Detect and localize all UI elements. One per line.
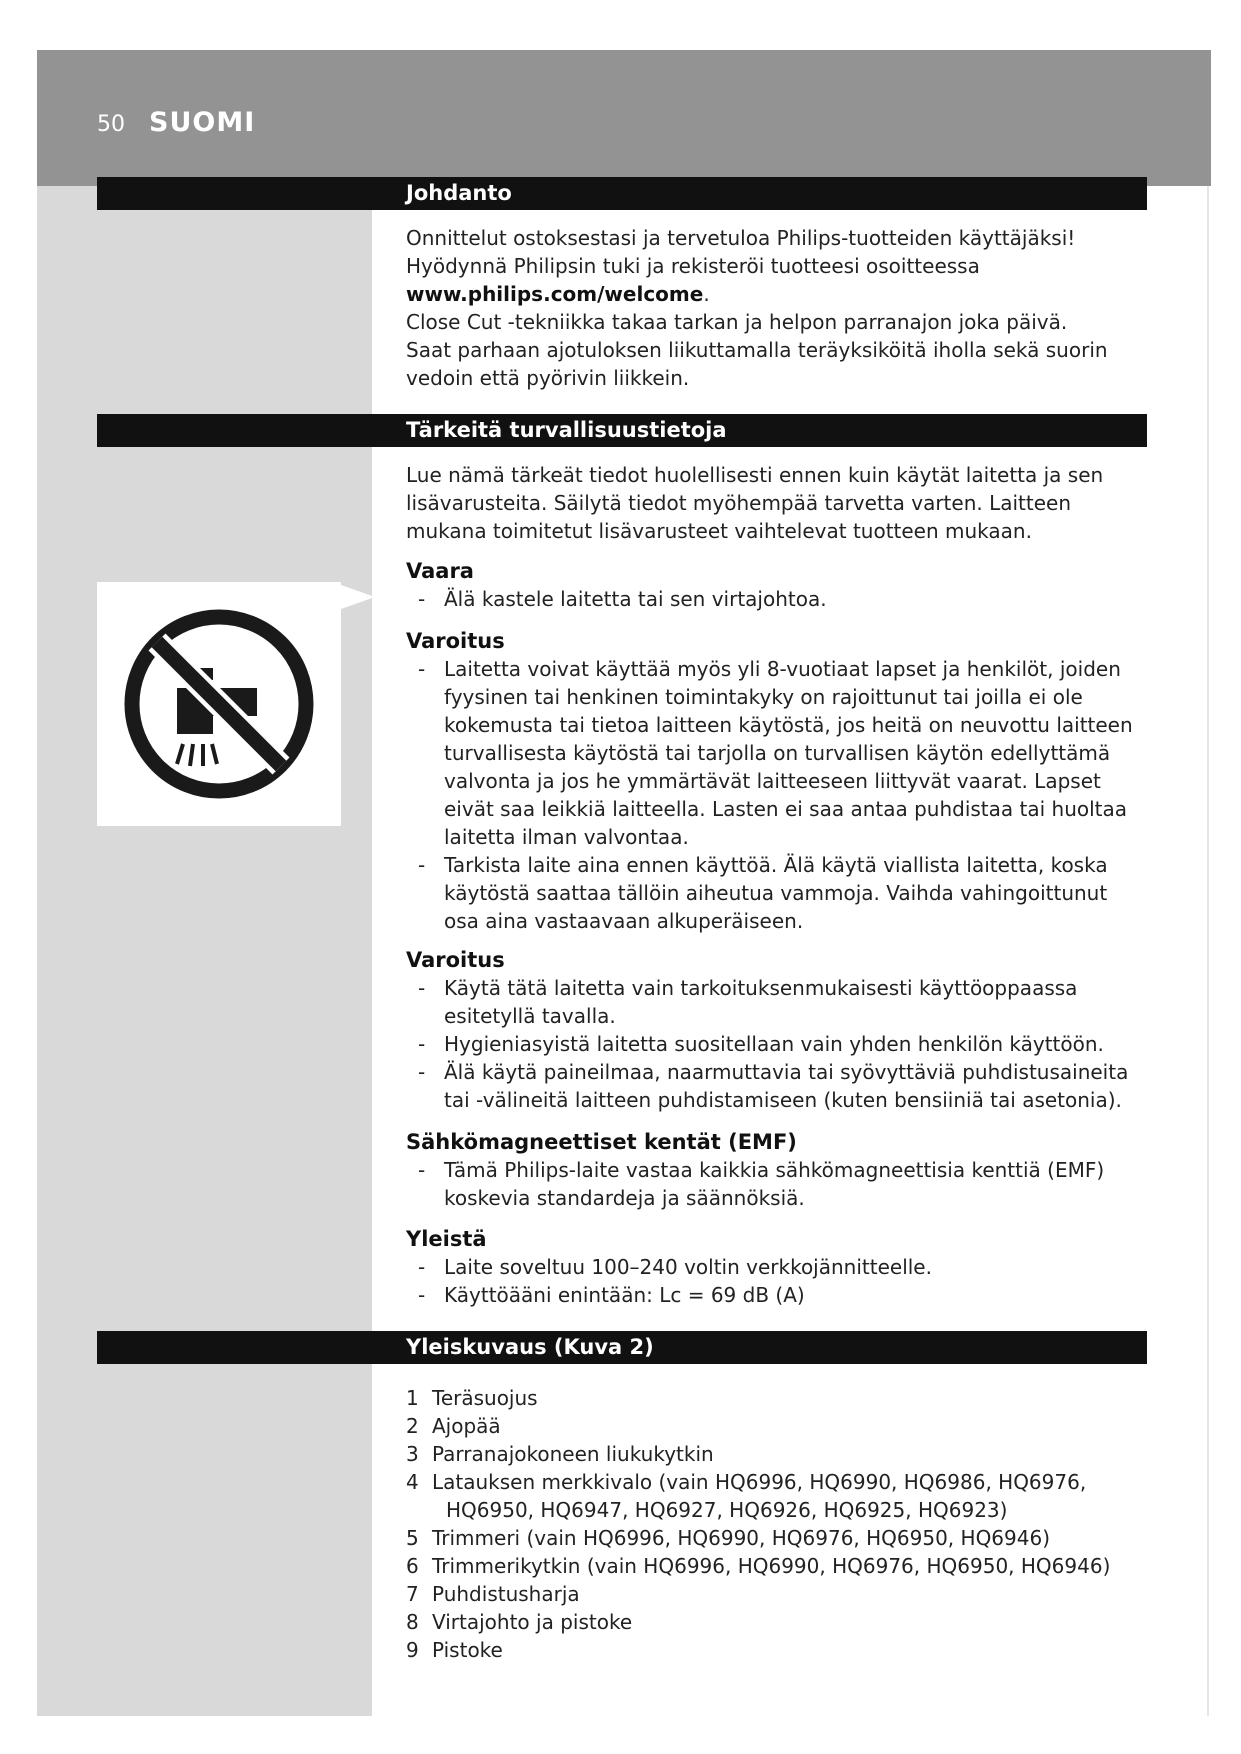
warning-heading-2: Varoitus [406, 948, 505, 972]
general-list [418, 1253, 1148, 1309]
danger-heading: Vaara [406, 559, 474, 583]
list-item: - Laite soveltuu 100–240 voltin verkkojännitteelle. [418, 1253, 1148, 1281]
list-item: - Tarkista laite aina ennen käyttöä. Älä käytä viallista laitetta, koska käytöstä saattaa tällöin aiheutua vammoja. Vaihda vahingoittunut osa aina vastaavaan alkuperäiseen. [418, 851, 1148, 935]
list-item: - Laitetta voivat käyttää myös yli 8-vuotiaat lapset ja henkilöt, joiden fyysinen tai henkinen toimintakyky on rajoittunut tai joilla ei ole kokemusta tai tietoa laitteen käytöstä, jos heitä on neuvottu laitteen turvallisesta käytöstä tai tarjolla on turvallisen käytön edellyttämä valvonta ja jos he ymmärtävät laitteeseen liittyvät vaarat. Lapset eivät saa leikkiä laitteella. Lasten ei saa antaa puhdistaa tai huoltaa laitetta ilman valvontaa. [418, 655, 1148, 851]
list-item: - Älä käytä paineilmaa, naarmuttavia tai syövyttäviä puhdistusaineita tai -välineitä laitteen puhdistamiseen (kuten bensiiniä tai asetonia). [418, 1058, 1148, 1114]
list-item: 8 Virtajohto ja pistoke [406, 1610, 633, 1634]
list-item: - Hygieniasyistä laitetta suositellaan vain yhden henkilön käyttöön. [418, 1030, 1148, 1058]
list-item: 6 Trimmerikytkin (vain HQ6996, HQ6990, HQ6976, HQ6950, HQ6946) [406, 1554, 1111, 1578]
warning-list-2 [418, 974, 1148, 1114]
welcome-url[interactable]: www.philips.com/welcome [406, 282, 704, 306]
warning-heading-1: Varoitus [406, 629, 505, 653]
list-item: - Käytä tätä laitetta vain tarkoituksenmukaisesti käyttöoppaassa esitetyllä tavalla. [418, 974, 1148, 1030]
general-heading: Yleistä [406, 1227, 487, 1251]
list-item: 2 Ajopää [406, 1414, 501, 1438]
danger-list [418, 585, 1148, 613]
emf-list [418, 1156, 1148, 1212]
list-item: 4 Latauksen merkkivalo (vain HQ6996, HQ6990, HQ6986, HQ6976, HQ6950, HQ6947, HQ6927, HQ6926, HQ6925, HQ6923) [406, 1470, 1087, 1522]
intro-text [406, 224, 1146, 392]
list-item: 7 Puhdistusharja [406, 1582, 580, 1606]
list-item: - Tämä Philips-laite vastaa kaikkia sähkömagneettisia kenttiä (EMF) koskevia standardeja ja säännöksiä. [418, 1156, 1148, 1212]
list-item: 5 Trimmeri (vain HQ6996, HQ6990, HQ6976, HQ6950, HQ6946) [406, 1526, 1051, 1550]
warning-figure [97, 582, 341, 826]
no-water-tap-icon [117, 602, 321, 806]
intro-line-2: Hyödynnä Philipsin tuki ja rekisteröi tuotteesi osoitteessa [406, 254, 980, 278]
section-title-overview: Yleiskuvaus (Kuva 2) [406, 1335, 654, 1359]
list-item: - Käyttöääni enintään: Lc = 69 dB (A) [418, 1281, 1148, 1309]
figure-pointer [341, 585, 375, 609]
section-bar-intro [97, 177, 1147, 210]
intro-line-3: Close Cut -tekniikka takaa tarkan ja helpon parranajon joka päivä. [406, 310, 1068, 334]
list-item: - Älä kastele laitetta tai sen virtajohtoa. [418, 585, 1148, 613]
page-number: 50 [97, 112, 125, 137]
section-title-intro: Johdanto [406, 181, 512, 205]
intro-line-4: Saat parhaan ajotuloksen liikuttamalla teräyksiköitä iholla sekä suorin vedoin että pyörivin liikkein. [406, 338, 1108, 390]
url-suffix: . [703, 282, 710, 306]
page-edge-line [1207, 186, 1209, 1716]
list-item: 1 Teräsuojus [406, 1386, 538, 1410]
list-item: 3 Parranajokoneen liukukytkin [406, 1442, 714, 1466]
language-label: SUOMI [149, 107, 256, 138]
warning-list-1 [418, 655, 1148, 935]
section-title-safety: Tärkeitä turvallisuustietoja [406, 418, 727, 442]
list-item: 9 Pistoke [406, 1638, 503, 1662]
intro-url-line [406, 280, 1146, 308]
intro-line-1: Onnittelut ostoksestasi ja tervetuloa Philips-tuotteiden käyttäjäksi! [406, 226, 1076, 250]
safety-intro: Lue nämä tärkeät tiedot huolellisesti ennen kuin käytät laitetta ja sen lisävarusteita. Säilytä tiedot myöhempää tarvetta varten. Laitteen mukana toimitetut lisävarusteet vaihtelevat tuotteen mukaan. [406, 463, 1104, 543]
emf-heading: Sähkömagneettiset kentät (EMF) [406, 1130, 797, 1154]
parts-list [406, 1384, 1151, 1664]
